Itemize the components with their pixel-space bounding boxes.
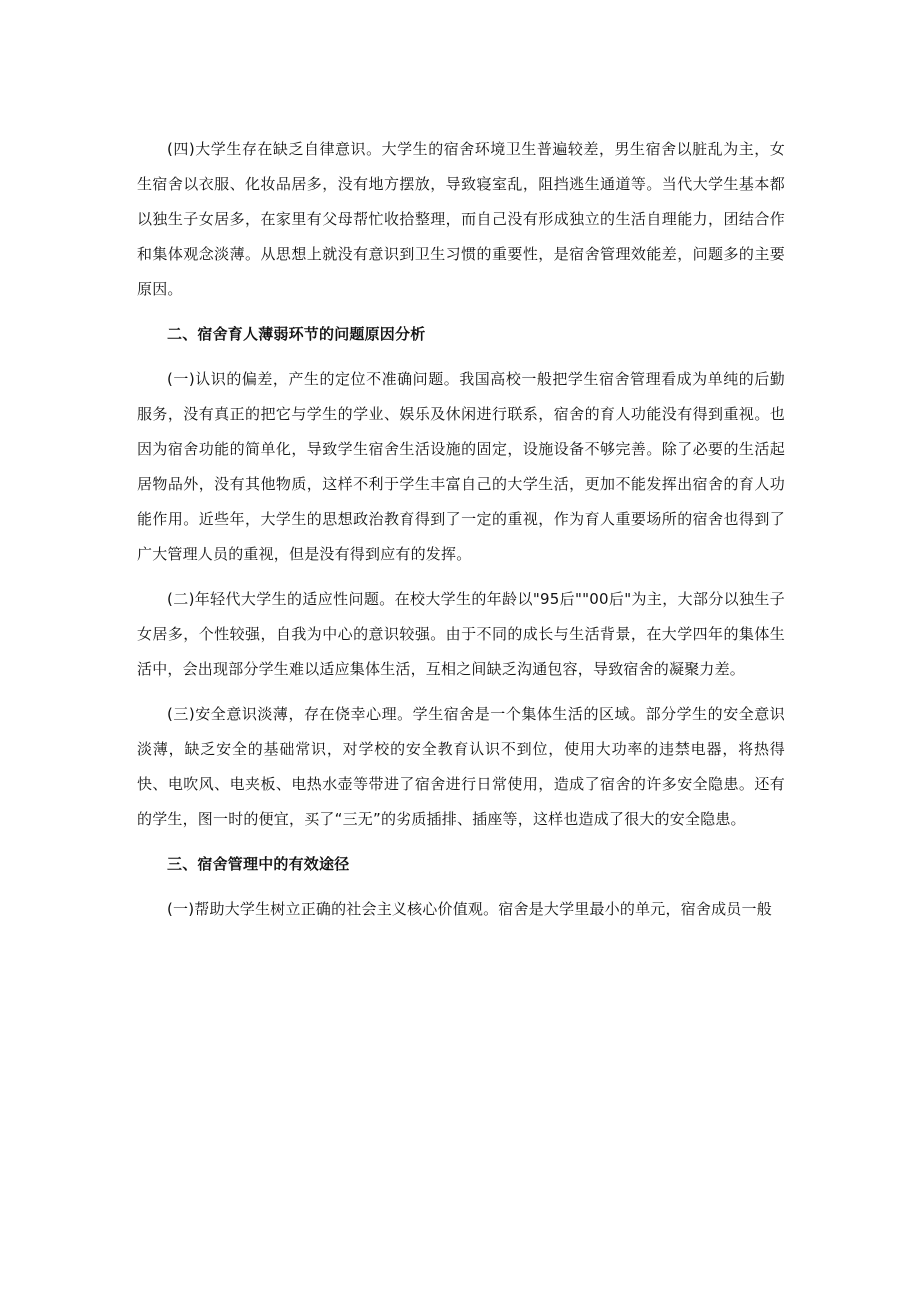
paragraph-adaptability: (二)年轻代大学生的适应性问题。在校大学生的年龄以"95后""00后"为主，大部分以独生子女居多，个性较强，自我为中心的意识较强。由于不同的成长与生活背景，在大学四年的集体生活中，会出现部分学生难以适应集体生活，互相之间缺乏沟通包容，导致宿舍的凝聚力差。 [137,590,785,678]
section-heading-analysis: 二、宿舍育人薄弱环节的问题原因分析 [167,325,426,343]
paragraph-safety-awareness: (三)安全意识淡薄，存在侥幸心理。学生宿舍是一个集体生活的区域。部分学生的安全意识淡薄，缺乏安全的基础常识，对学校的安全教育认识不到位，使用大功率的违禁电器，将热得快、电吹风、电夹板、电热水壶等带进了宿舍进行日常使用，造成了宿舍的许多安全隐患。还有的学生，图一时的便宜，买了“三无”的劣质插排、插座等，这样也造成了很大的安全隐患。 [137,705,785,828]
section-heading-effective-approaches: 三、宿舍管理中的有效途径 [167,855,350,873]
paragraph-core-values: (一)帮助大学生树立正确的社会主义核心价值观。宿舍是大学里最小的单元，宿舍成员一般 [167,900,772,918]
paragraph-cognitive-bias: (一)认识的偏差，产生的定位不准确问题。我国高校一般把学生宿舍管理看成为单纯的后勤服务，没有真正的把它与学生的学业、娱乐及休闲进行联系，宿舍的育人功能没有得到重视。也因为宿舍功能的简单化，导致学生宿舍生活设施的固定，设施设备不够完善。除了必要的生活起居物品外，没有其他物质，这样不利于学生丰富自己的大学生活，更加不能发挥出宿舍的育人功能作用。近些年，大学生的思想政治教育得到了一定的重视，作为育人重要场所的宿舍也得到了广大管理人员的重视，但是没有得到应有的发挥。 [137,370,785,563]
document-body [137,132,785,937]
paragraph-self-discipline: (四)大学生存在缺乏自律意识。大学生的宿舍环境卫生普遍较差，男生宿舍以脏乱为主，女生宿舍以衣服、化妆品居多，没有地方摆放，导致寝室乱，阻挡逃生通道等。当代大学生基本都以独生子女居多，在家里有父母帮忙收拾整理，而自己没有形成独立的生活自理能力，团结合作和集体观念淡薄。从思想上就没有意识到卫生习惯的重要性，是宿舍管理效能差，问题多的主要原因。 [137,140,785,298]
